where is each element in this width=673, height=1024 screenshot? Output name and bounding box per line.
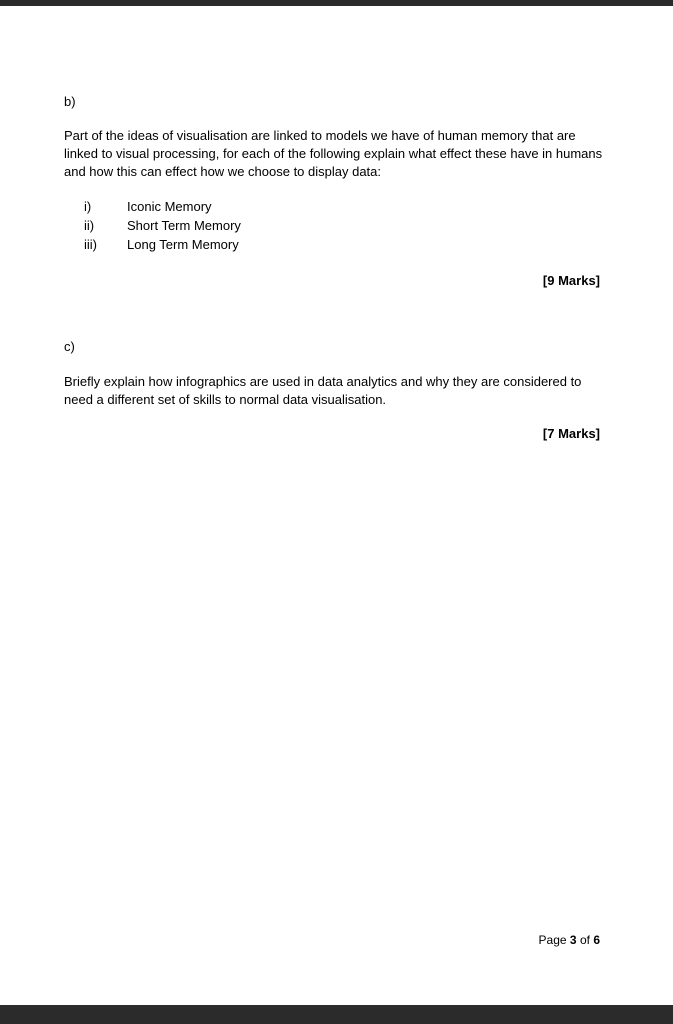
list-item-number: ii) bbox=[84, 218, 95, 233]
section-c-prompt: Briefly explain how infographics are used in data analytics and why they are considered to need a different set of skills to normal data visualisation. bbox=[64, 374, 582, 407]
list-item-number: iii) bbox=[84, 237, 97, 252]
page-number bbox=[539, 931, 600, 949]
page-word: Page bbox=[538, 933, 567, 947]
list-item-text: Iconic Memory bbox=[127, 199, 212, 214]
total-pages: 6 bbox=[593, 933, 600, 947]
of-word: of bbox=[579, 933, 590, 947]
list-item-text: Short Term Memory bbox=[127, 218, 241, 233]
list-item-text: Long Term Memory bbox=[127, 237, 239, 252]
section-b-prompt: Part of the ideas of visualisation are linked to models we have of human memory that are linked to visual processing, for each of the following explain what effect these have in humans and how this can effect how we choose to display data: bbox=[64, 128, 603, 179]
list-item-number: i) bbox=[84, 199, 92, 214]
current-page: 3 bbox=[569, 933, 577, 947]
section-b-label: b) bbox=[64, 94, 76, 109]
section-c-marks: [7 Marks] bbox=[542, 426, 600, 441]
bottom-border bbox=[0, 1005, 673, 1024]
section-b-marks: [9 Marks] bbox=[542, 273, 600, 288]
section-c-label: c) bbox=[64, 339, 75, 354]
